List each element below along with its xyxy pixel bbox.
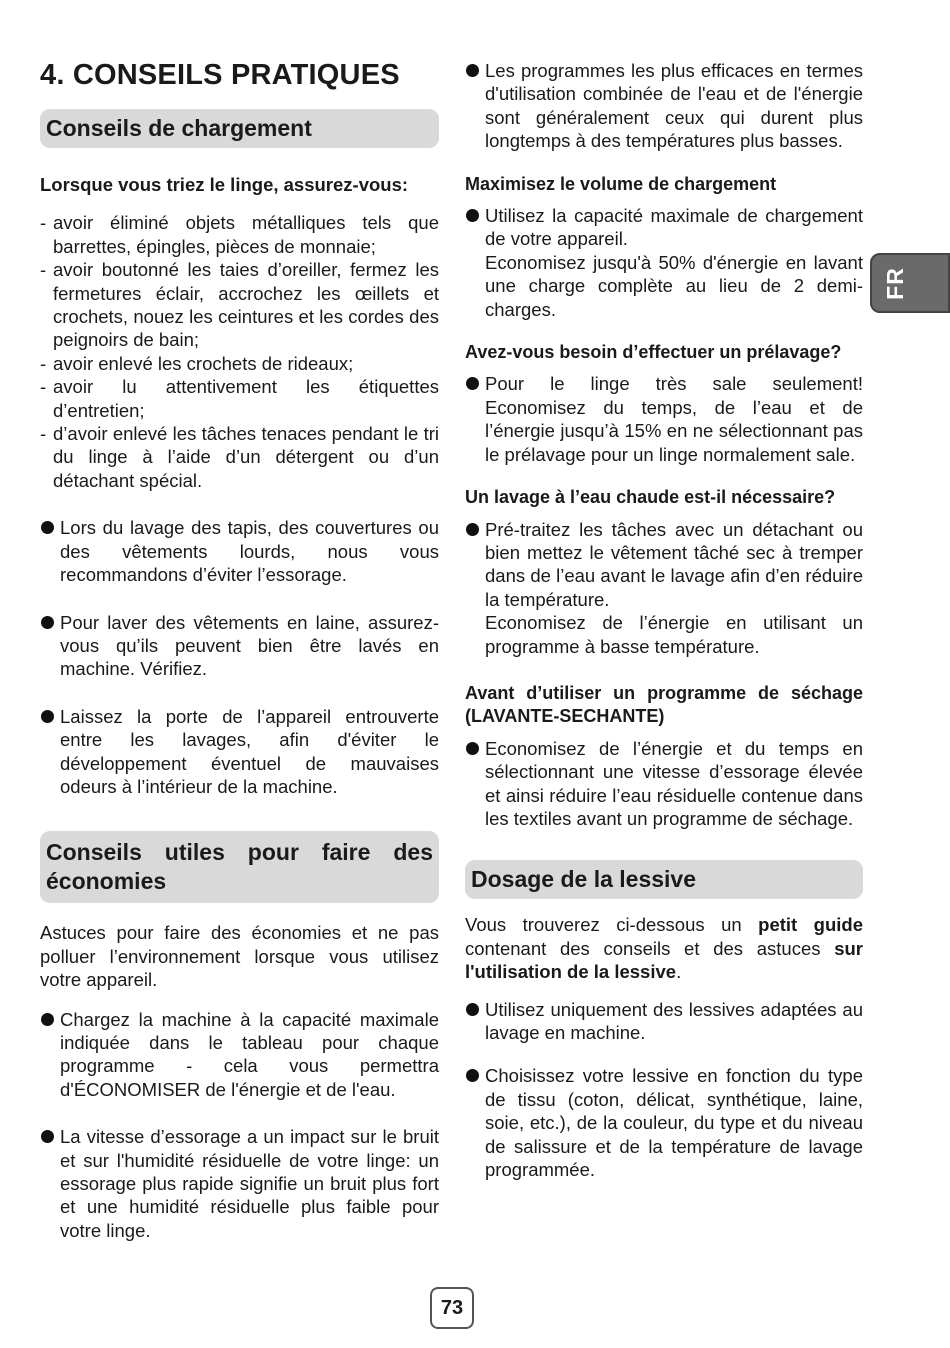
bullet-dot-icon: [41, 1013, 54, 1026]
bullet-item: Chargez la machine à la capacité maximale indiquée dans le tableau pour chaque programme - cela vous permettra d'ÉCONOMISER de l'énergie et de l'eau.: [40, 1008, 439, 1102]
bullet-item: La vitesse d’essorage a un impact sur le bruit et sur l'humidité résiduelle de votre linge: un essorage plus rapide signifie un bruit plus fort et une humidité résiduelle plus faible pour votre linge.: [40, 1125, 439, 1242]
dosage-intro: Vous trouverez ci-dessous un petit guide contenant des conseils et des astuces sur l'utilisation de la lessive.: [465, 914, 863, 983]
page-number: 73: [430, 1287, 474, 1329]
language-tab-label: FR: [881, 266, 908, 300]
bullet-item: Choisissez votre lessive en fonction du type de tissu (coton, délicat, synthétique, laine, soie, etc.), de la couleur, du type et du niveau de salissure et de la température de lavage programmée.: [465, 1064, 863, 1181]
bullet-dot-icon: [466, 377, 479, 390]
right-column: [465, 55, 863, 1181]
section-title-economies: Conseils utiles pour faire des économies: [40, 831, 439, 903]
bullet-dot-icon: [466, 1069, 479, 1082]
language-tab: [870, 253, 950, 313]
section-title-chargement: Conseils de chargement: [40, 109, 439, 148]
bullet-item: Laissez la porte de l’appareil entrouverte entre les lavages, afin d'éviter le développement éventuel de mauvaises odeurs à l’intérieur de la machine.: [40, 705, 439, 799]
economies-intro: Astuces pour faire des économies et ne pas polluer l’environnement lorsque vous utilisez votre appareil.: [40, 922, 439, 991]
bullet-dot-icon: [466, 523, 479, 536]
dash-item: - d’avoir enlevé les tâches tenaces pendant le tri du linge à l’aide d’un détergent ou d’un détachant spécial.: [40, 423, 439, 491]
bullet-item: Utilisez la capacité maximale de chargement de votre appareil. Economisez jusqu'à 50% d'énergie en lavant une charge complète au lieu de 2 demi-charges.: [465, 204, 863, 321]
bullet-dot-icon: [466, 209, 479, 222]
section-title-dosage: Dosage de la lessive: [465, 860, 863, 899]
bullet-dot-icon: [41, 1130, 54, 1143]
dash-item: - avoir enlevé les crochets de rideaux;: [40, 352, 354, 374]
subheading-volume: Maximisez le volume de chargement: [465, 173, 777, 194]
bullet-dot-icon: [466, 1003, 479, 1016]
bullet-dot-icon: [41, 521, 54, 534]
bullet-item: Pour le linge très sale seulement! Economisez du temps, de l’eau et de l’énergie jusqu’à 15% en ne sélectionnant pas le prélavage pour un linge normalement sale.: [465, 372, 863, 466]
page-heading: 4. CONSEILS PRATIQUES: [40, 59, 400, 91]
dash-item: - avoir éliminé objets métalliques tels que barrettes, épingles, pièces de monnaie;: [40, 212, 439, 257]
bullet-item: Pré-traitez les tâches avec un détachant ou bien mettez le vêtement tâché sec à tremper dans de l’eau avant le lavage afin d’en réduire la température. Economisez de l’énergie en utilisant un programme à basse température.: [465, 518, 863, 658]
bullet-item: Utilisez uniquement des lessives adaptées au lavage en machine.: [465, 998, 863, 1045]
left-column: [40, 55, 439, 1242]
bullet-dot-icon: [41, 710, 54, 723]
bullet-item: Lors du lavage des tapis, des couvertures ou des vêtements lourds, nous vous recommandons d’éviter l’essorage.: [40, 516, 439, 586]
dash-item: - avoir lu attentivement les étiquettes d’entretien;: [40, 376, 439, 421]
bullet-item: Pour laver des vêtements en laine, assurez-vous qu’ils peuvent bien être lavés en machine. Vérifiez.: [40, 611, 439, 681]
subheading-prelavage: Avez-vous besoin d’effectuer un prélavage?: [465, 342, 842, 363]
bullet-dot-icon: [466, 64, 479, 77]
chargement-intro: Lorsque vous triez le linge, assurez-vous:: [40, 174, 409, 195]
dash-item: - avoir boutonné les taies d’oreiller, fermez les fermetures éclair, accrochez les œillets et crochets, nouez les ceintures et les cordes des peignoirs de bain;: [40, 259, 439, 351]
chargement-dash-list: [40, 211, 439, 492]
subheading-eau-chaude: Un lavage à l’eau chaude est-il nécessaire?: [465, 487, 836, 508]
subheading-sechage: Avant d’utiliser un programme de séchage (LAVANTE-SECHANTE): [465, 682, 863, 727]
bullet-item: Les programmes les plus efficaces en termes d'utilisation combinée de l'eau et de l'énergie sont généralement ceux qui durent plus longtemps à des températures plus basses.: [465, 59, 863, 153]
bullet-item: Economisez de l’énergie et du temps en sélectionnant une vitesse d’essorage élevée et ainsi réduire l’eau résiduelle contenue dans les textiles avant un programme de séchage.: [465, 737, 863, 831]
bullet-dot-icon: [466, 742, 479, 755]
bullet-dot-icon: [41, 616, 54, 629]
